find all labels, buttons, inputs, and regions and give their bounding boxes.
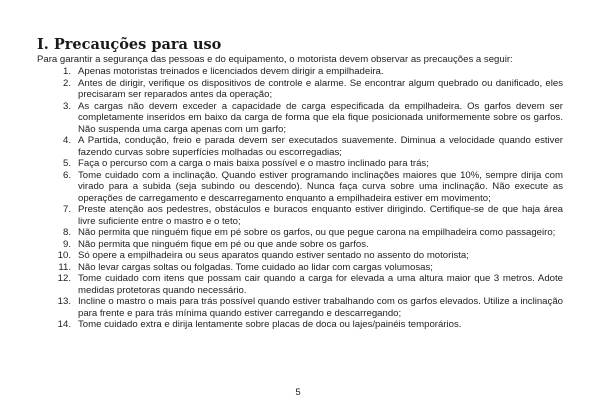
item-number: 11. xyxy=(58,261,71,273)
item-number: 8. xyxy=(62,227,71,238)
list-item xyxy=(37,66,563,78)
list-item xyxy=(37,296,563,319)
item-number: 3. xyxy=(62,100,71,112)
item-number: 14. xyxy=(57,319,71,330)
item-text: Antes de dirigir, verifique os dispositivos de controle e alarme. Se encontrar algum quebrado ou danificado, eles precisaram ser reparados antes da operação; xyxy=(78,77,563,100)
item-text: As cargas não devem exceder a capacidade de carga especificada da empilhadeira. Os garfos devem ser completamente inseridos em baixo da carga de forma que ela fique posicionada uniformemente sobre os garfos. Não suspenda uma carga apenas com um garfo; xyxy=(78,100,563,135)
item-text: Apenas motoristas treinados e licenciados devem dirigir a empilhadeira. xyxy=(78,66,384,77)
item-text: Não levar cargas soltas ou folgadas. Tome cuidado ao lidar com cargas volumosas; xyxy=(78,261,433,273)
list-item xyxy=(37,273,563,296)
item-number: 12. xyxy=(57,273,71,284)
item-text: Incline o mastro o mais para trás possível quando estiver trabalhando com os garfos elevados. Utilize a inclinação para frente e para trás mínima quando estiver carregando e descarregando; xyxy=(78,296,563,319)
item-text: Faça o percurso com a carga o mais baixa possível e o mastro inclinado para trás; xyxy=(78,158,429,169)
item-text: Tome cuidado com a inclinação. Quando estiver programando inclinações maiores que 10%, sempre dirija com virado para a subida (seja subindo ou descendo). Nunca faça curva sobre uma inclinação. Não execute as operações de carregamento e descarregamento enquanto a empilhadeira estiver em movimento; xyxy=(78,169,563,204)
item-text: Não permita que ninguém fique em pé sobre os garfos, ou que pegue carona na empilhadeira como passageiro; xyxy=(78,227,556,238)
page-number: 5 xyxy=(295,387,301,398)
item-number: 1. xyxy=(62,66,71,77)
list-item xyxy=(37,262,563,274)
section-title: I. Precauções para uso xyxy=(37,36,222,53)
list-item xyxy=(37,250,563,262)
list-item xyxy=(37,158,563,170)
list-item xyxy=(37,78,563,101)
precautions-list xyxy=(37,66,563,331)
list-item xyxy=(37,101,563,136)
item-number: 13. xyxy=(57,296,71,307)
item-text: Preste atenção aos pedestres, obstáculos e buracos enquanto estiver dirigindo. Certifique-se de que haja área livre suficiente entre o mastro e o teto; xyxy=(78,204,563,227)
list-item xyxy=(37,239,563,251)
list-item xyxy=(37,204,563,227)
item-number: 7. xyxy=(62,204,71,215)
item-number: 2. xyxy=(62,77,71,89)
item-number: 4. xyxy=(62,135,71,146)
item-text: A Partida, condução, freio e parada devem ser executados suavemente. Diminua a velocidade quando estiver fazendo curvas sobre superfícies molhadas ou escorregadias; xyxy=(78,135,563,158)
list-item xyxy=(37,170,563,205)
list-item xyxy=(37,135,563,158)
intro-paragraph: Para garantir a segurança das pessoas e do equipamento, o motorista devem observar as precauções a seguir: xyxy=(37,54,513,65)
item-number: 9. xyxy=(62,238,71,250)
item-number: 6. xyxy=(62,169,71,181)
item-text: Não permita que ninguém fique em pé ou que ande sobre os garfos. xyxy=(78,238,369,250)
list-item xyxy=(37,227,563,239)
item-text: Só opere a empilhadeira ou seus aparatos quando estiver sentado no assento do motorista; xyxy=(78,250,469,261)
list-item xyxy=(37,319,563,331)
item-text: Tome cuidado extra e dirija lentamente sobre placas de doca ou lajes/painéis temporários. xyxy=(78,319,462,330)
item-number: 5. xyxy=(62,158,71,169)
item-text: Tome cuidado com itens que possam cair quando a carga for elevada a uma altura maior que 3 metros. Adote medidas protetoras quando necessário. xyxy=(78,273,563,296)
item-number: 10. xyxy=(57,250,71,261)
